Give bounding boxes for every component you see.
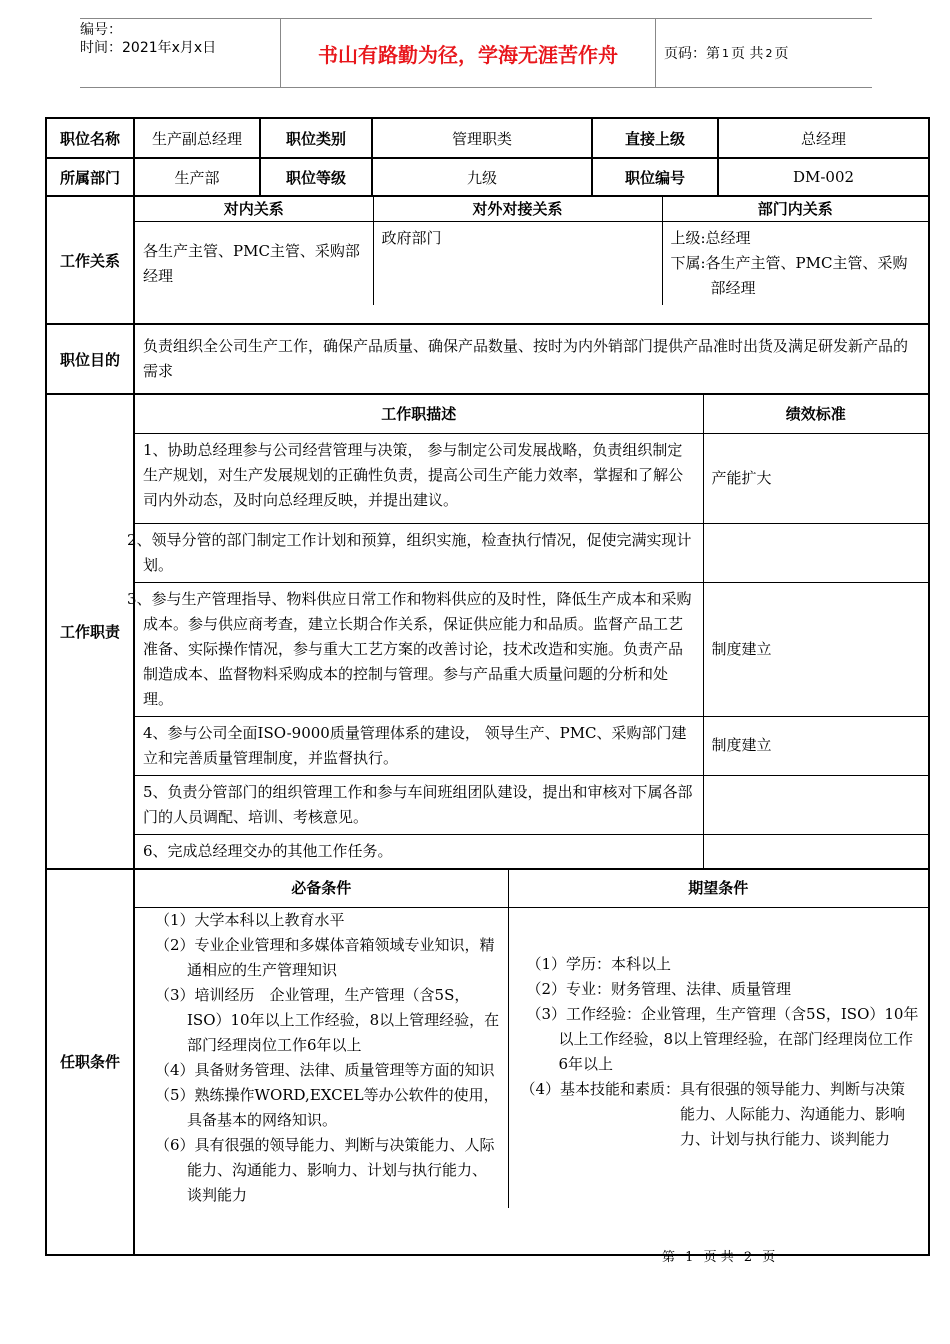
code-value: DM-002 xyxy=(718,158,929,196)
required-item: （3）培训经历 企业管理，生产管理（含5S，ISO）10年以上工作经验，8以上管理经验，在部门经理岗位工作6年以上 xyxy=(155,986,500,1054)
department-label: 所属部门 xyxy=(46,158,134,196)
row-purpose xyxy=(46,324,929,394)
duty-description-header: 工作职描述 xyxy=(135,395,703,433)
required-item: （2）专业企业管理和多媒体音箱领域专业知识，精通相应的生产管理知识 xyxy=(155,936,495,979)
page-mid: 页 共 xyxy=(731,46,764,62)
expected-item: （1）学历：本科以上 xyxy=(526,955,672,973)
duty-perf-5 xyxy=(703,775,928,834)
lower-relation: 下属:各生产主管、PMC主管、采购部经理 xyxy=(670,254,908,297)
page-footer xyxy=(662,1246,781,1265)
code-label: 职位编号 xyxy=(592,158,718,196)
internal-relations: 各生产主管、PMC主管、采购部经理 xyxy=(135,222,373,306)
category-label: 职位类别 xyxy=(260,118,372,158)
row-department xyxy=(46,158,929,196)
duty-item-5: 5、负责分管部门的组织管理工作和参与车间班组团队建设，提出和审核对下属各部门的人员调配、培训、考核意见。 xyxy=(135,775,703,834)
duty-perf-4: 制度建立 xyxy=(703,716,928,775)
required-item: （5）熟练操作WORD,EXCEL等办公软件的使用，具备基本的网络知识。 xyxy=(155,1086,499,1129)
expected-conditions xyxy=(508,908,928,1209)
grade-value: 九级 xyxy=(372,158,592,196)
duty-item-4: 4、参与公司全面ISO-9000质量管理体系的建设， 领导生产、PMC、采购部门建立和完善质量管理制度，并监督执行。 xyxy=(135,716,703,775)
duty-row xyxy=(135,834,928,868)
required-item: （4）具备财务管理、法律、质量管理等方面的知识 xyxy=(155,1061,495,1079)
qualifications-label: 任职条件 xyxy=(46,869,134,1255)
performance-standard-header: 绩效标准 xyxy=(703,395,928,433)
expected-item: （2）专业：财务管理、法律、质量管理 xyxy=(526,980,792,998)
purpose-text: 负责组织全公司生产工作，确保产品质量、确保产品数量、按时为内外销部门提供产品准时出货及满足研发新产品的需求 xyxy=(134,324,929,394)
required-conditions xyxy=(135,908,508,1209)
superior-label: 直接上级 xyxy=(592,118,718,158)
row-relations xyxy=(46,196,929,324)
duties-table xyxy=(127,395,928,868)
skills-key: （4）基本技能和素质： xyxy=(520,1080,681,1098)
superior-value: 总经理 xyxy=(718,118,929,158)
duty-perf-1: 产能扩大 xyxy=(703,433,928,523)
expected-header: 期望条件 xyxy=(508,870,928,908)
footer-prefix: 第 xyxy=(662,1250,676,1265)
required-header: 必备条件 xyxy=(135,870,508,908)
expected-skills xyxy=(521,1077,921,1152)
skills-value: 具有很强的领导能力、判断与决策能力、人际能力、沟通能力、影响力、计划与执行能力、谈判能力 xyxy=(680,1080,906,1148)
duties-label: 工作职责 xyxy=(46,394,134,869)
duty-item-3: 3、参与生产管理指导、物料供应日常工作和物料供应的及时性，降低生产成本和采购成本。参与供应商考查，建立长期合作关系，保证供应能力和品质。监督产品工艺准备、实际操作情况，参与重大工艺方案的改善讨论，技术改造和实施。负责产品制造成本、监督物料采购成本的控制与管理。参与产品重大质量问题的分析和处理。 xyxy=(135,582,703,716)
relations-label: 工作关系 xyxy=(46,196,134,324)
department-value: 生产部 xyxy=(134,158,260,196)
duty-item-2: 2、领导分管的部门制定工作计划和预算，组织实施，检查执行情况，促使完满实现计划。 xyxy=(135,523,703,582)
document-time: 时间：2021年x月x日 xyxy=(80,40,217,56)
row-duties xyxy=(46,394,929,869)
page-suffix: 页 xyxy=(774,46,789,62)
dept-relations xyxy=(662,222,928,306)
external-relations-header: 对外对接关系 xyxy=(373,197,662,222)
duty-perf-6 xyxy=(703,834,928,868)
expected-item: （3）工作经验：企业管理，生产管理（含5S，ISO）10年以上工作经验，8以上管理经验，在部门经理岗位工作6年以上 xyxy=(526,1005,919,1073)
footer-suffix: 页 xyxy=(762,1250,776,1265)
purpose-label: 职位目的 xyxy=(46,324,134,394)
internal-relations-header: 对内关系 xyxy=(135,197,373,222)
row-qualifications xyxy=(46,869,929,1255)
header-meta xyxy=(80,19,280,89)
duty-row xyxy=(135,775,928,834)
page-header xyxy=(80,18,872,88)
duty-row xyxy=(135,433,928,523)
header-motto: 书山有路勤为径，学海无涯苦作舟 xyxy=(280,19,656,87)
grade-label: 职位等级 xyxy=(260,158,372,196)
duty-row xyxy=(135,523,928,582)
required-item: （1）大学本科以上教育水平 xyxy=(155,911,345,929)
duty-row xyxy=(135,716,928,775)
duty-item-6: 6、完成总经理交办的其他工作任务。 xyxy=(135,834,703,868)
upper-relation: 上级:总经理 xyxy=(670,229,751,247)
position-name-label: 职位名称 xyxy=(46,118,134,158)
page-number: 1 xyxy=(722,46,729,60)
job-description-table xyxy=(45,117,930,1256)
dept-relations-header: 部门内关系 xyxy=(662,197,928,222)
duty-perf-2 xyxy=(703,523,928,582)
duty-item-1: 1、协助总经理参与公司经营管理与决策， 参与制定公司发展战略，负责组织制定生产规划，对生产发展规划的正确性负责，提高公司生产能力效率，掌握和了解公司内外动态，及时向总经理反映，并提出建议。 xyxy=(135,433,703,523)
external-relations: 政府部门 xyxy=(373,222,662,306)
page-total: 2 xyxy=(765,46,773,60)
category-value: 管理职类 xyxy=(372,118,592,158)
row-position xyxy=(46,118,929,158)
duty-perf-3: 制度建立 xyxy=(703,582,928,716)
duty-row xyxy=(135,582,928,716)
footer-mid: 页 共 xyxy=(703,1250,734,1265)
footer-total: 2 xyxy=(743,1250,753,1265)
required-item: （6）具有很强的领导能力、判断与决策能力、人际能力、沟通能力、影响力、计划与执行能力、谈判能力 xyxy=(155,1136,495,1204)
position-name-value: 生产副总经理 xyxy=(134,118,260,158)
document-number-label: 编号： xyxy=(80,22,122,38)
relations-table xyxy=(135,197,928,305)
page-prefix: 页码：第 xyxy=(664,46,720,62)
qualifications-table xyxy=(135,870,928,1209)
footer-page: 1 xyxy=(685,1250,694,1265)
header-page-info xyxy=(664,19,872,87)
